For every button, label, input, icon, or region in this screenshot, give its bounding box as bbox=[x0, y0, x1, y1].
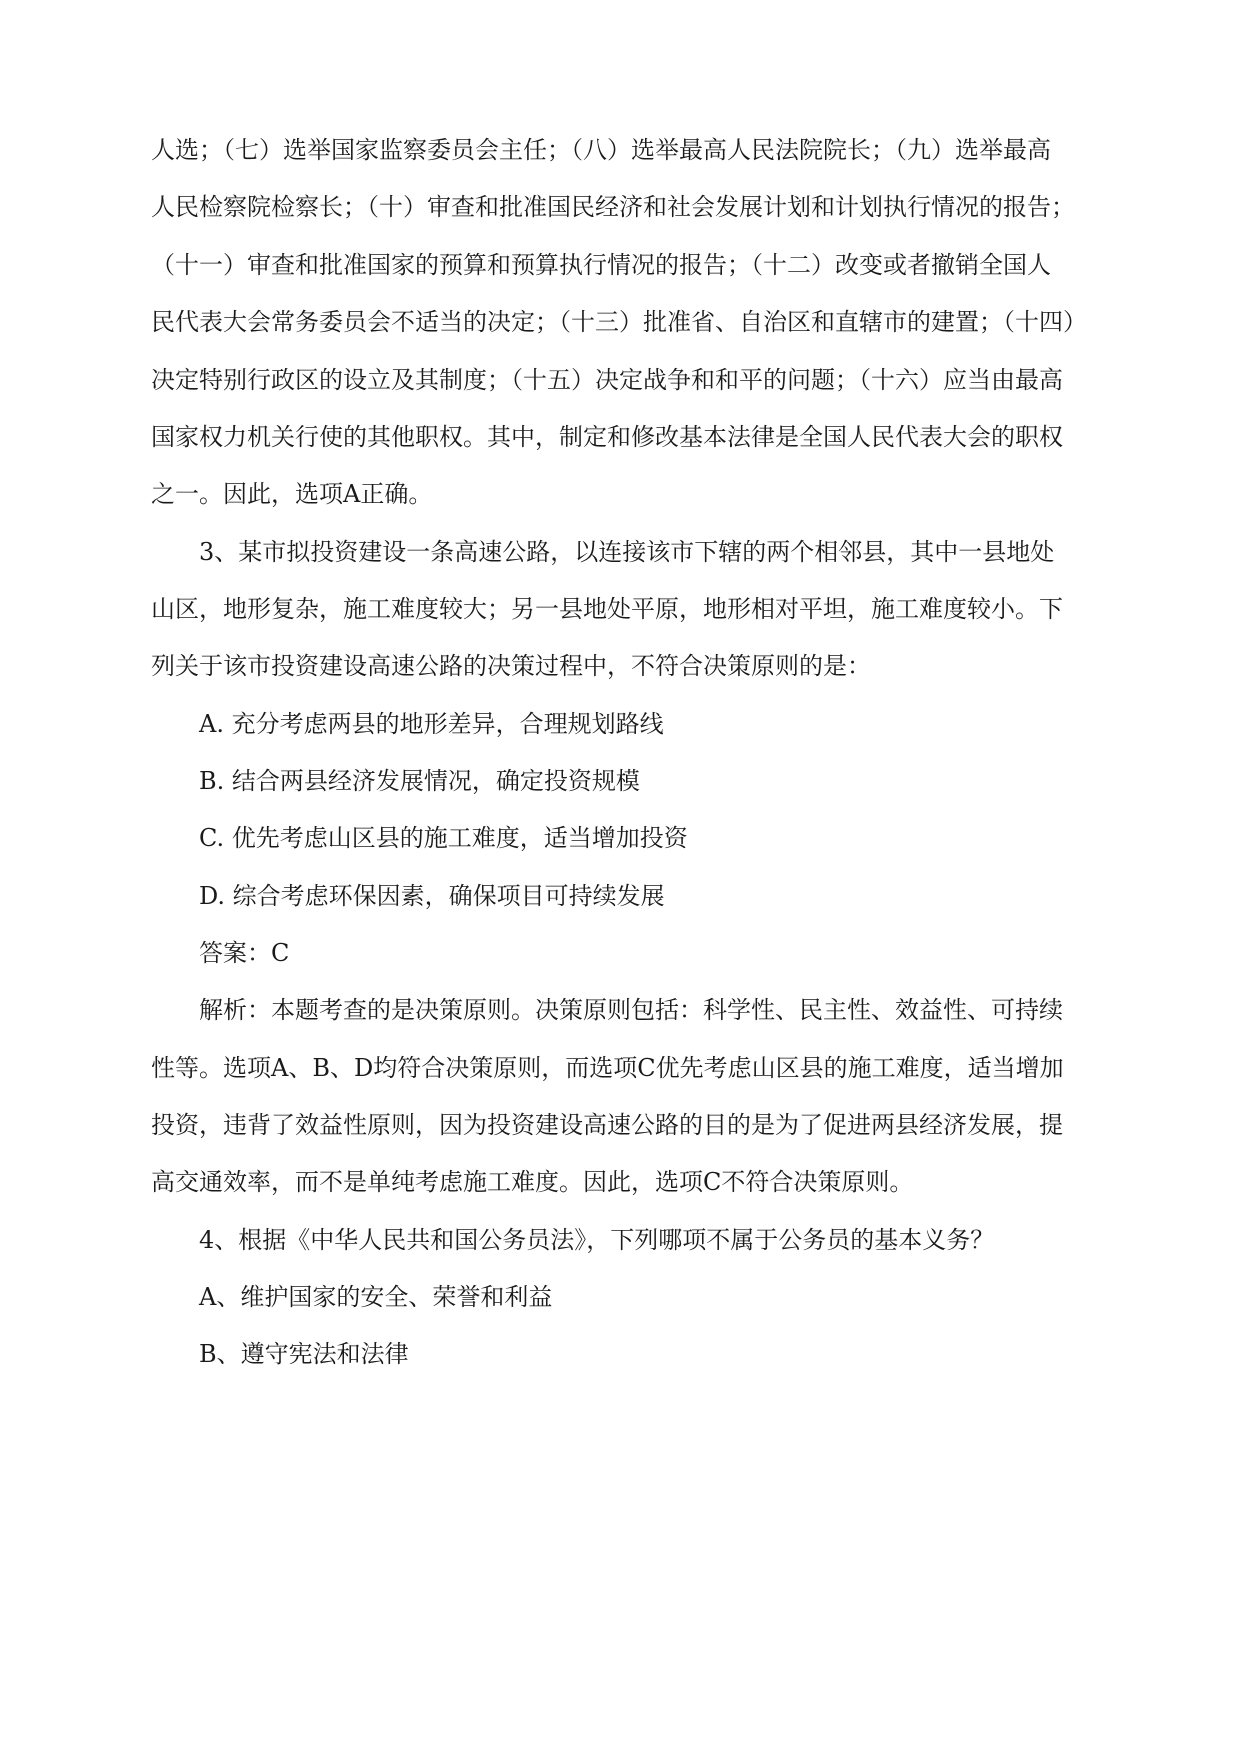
answer: 答案：C bbox=[199, 939, 290, 967]
option-a: A、维护国家的安全、荣誉和利益 bbox=[199, 1283, 553, 1311]
text-line: 性等。选项A、B、D均符合决策原则，而选项C优先考虑山区县的施工难度，适当增加 bbox=[151, 1054, 1064, 1082]
text-line: 投资，违背了效益性原则，因为投资建设高速公路的目的是为了促进两县经济发展，提 bbox=[151, 1111, 1063, 1139]
text-line: 民代表大会常务委员会不适当的决定；（十三）批准省、自治区和直辖市的建置；（十四） bbox=[151, 308, 1087, 336]
text-line: 人选；（七）选举国家监察委员会主任；（八）选举最高人民法院院长；（九）选举最高 bbox=[151, 136, 1051, 164]
question-4-stem: 4、根据《中华人民共和国公务员法》，下列哪项不属于公务员的基本义务？ bbox=[199, 1226, 995, 1254]
text-line: （十一）审查和批准国家的预算和预算执行情况的报告；（十二）改变或者撤销全国人 bbox=[151, 251, 1051, 279]
option-d: D. 综合考虑环保因素，确保项目可持续发展 bbox=[199, 882, 665, 910]
text-line: 决定特别行政区的设立及其制度；（十五）决定战争和和平的问题；（十六）应当由最高 bbox=[151, 366, 1063, 394]
explanation: 解析：本题考查的是决策原则。决策原则包括：科学性、民主性、效益性、可持续 bbox=[199, 996, 1063, 1024]
text-line: 高交通效率，而不是单纯考虑施工难度。因此，选项C不符合决策原则。 bbox=[151, 1168, 914, 1196]
text-line: 人民检察院检察长；（十）审查和批准国民经济和社会发展计划和计划执行情况的报告； bbox=[151, 193, 1075, 221]
text-line: 之一。因此，选项A正确。 bbox=[151, 480, 433, 508]
text-line: 国家权力机关行使的其他职权。其中，制定和修改基本法律是全国人民代表大会的职权 bbox=[151, 423, 1063, 451]
option-b: B、遵守宪法和法律 bbox=[199, 1340, 409, 1368]
option-c: C. 优先考虑山区县的施工难度，适当增加投资 bbox=[199, 824, 688, 852]
text-line: 列关于该市投资建设高速公路的决策过程中，不符合决策原则的是： bbox=[151, 652, 871, 680]
option-a: A. 充分考虑两县的地形差异，合理规划路线 bbox=[199, 710, 664, 738]
text-line: 山区，地形复杂，施工难度较大；另一县地处平原，地形相对平坦，施工难度较小。下 bbox=[151, 595, 1063, 623]
option-b: B. 结合两县经济发展情况，确定投资规模 bbox=[199, 767, 640, 795]
question-3-stem: 3、某市拟投资建设一条高速公路，以连接该市下辖的两个相邻县，其中一县地处 bbox=[199, 538, 1055, 566]
